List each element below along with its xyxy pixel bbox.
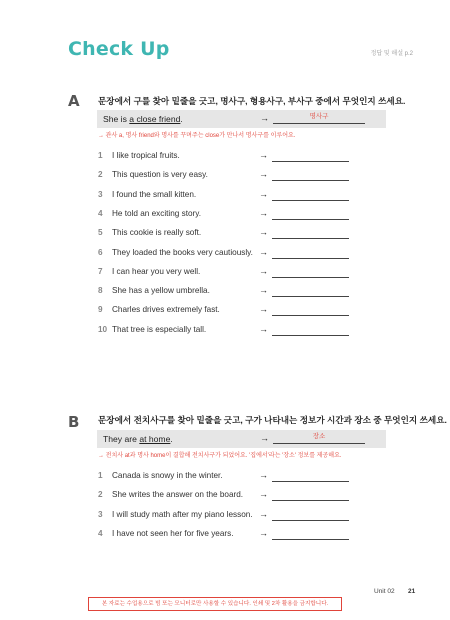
answer-blank[interactable] xyxy=(272,500,349,501)
arrow-icon: → xyxy=(259,285,268,296)
exercise-item xyxy=(98,325,358,339)
exercise-item xyxy=(98,471,358,485)
item-number: 8 xyxy=(98,286,103,296)
example-sentence: She is a close friend. xyxy=(103,114,183,124)
answer-blank[interactable] xyxy=(272,277,349,278)
answer-blank[interactable] xyxy=(272,200,349,201)
section-a-note: → 관사 a, 명사 friend와 명사를 꾸며주는 close가 만나서 명사구를 이루어요. xyxy=(98,133,296,139)
section-b-letter: B xyxy=(68,413,80,431)
exercise-item xyxy=(98,228,358,242)
item-sentence: This question is very easy. xyxy=(112,170,208,180)
answer-blank[interactable] xyxy=(272,180,349,181)
item-number: 1 xyxy=(98,151,103,160)
answer-blank[interactable] xyxy=(272,520,349,521)
example-answer: 명사구 xyxy=(309,113,329,120)
exercise-item xyxy=(98,510,358,524)
item-number: 3 xyxy=(98,509,103,519)
arrow-icon: → xyxy=(259,150,268,160)
item-number: 2 xyxy=(98,490,103,500)
arrow-icon: → xyxy=(259,304,268,315)
item-sentence: Canada is snowy in the winter. xyxy=(112,471,223,480)
section-a-instruction: 문장에서 구를 찾아 밑줄을 긋고, 명사구, 형용사구, 부사구 중에서 무엇인지 쓰세요. xyxy=(98,96,406,106)
arrow-icon: → xyxy=(259,265,268,276)
section-b-note: → 전치사 at과 명사 home이 결합해 전치사구가 되었어요. '집에서'라는 '장소' 정보를 제공해요. xyxy=(98,453,342,459)
section-b-instruction: 문장에서 전치사구를 찾아 밑줄을 긋고, 구가 나타내는 정보가 시간과 장소 중 무엇인지 쓰세요. xyxy=(98,415,447,425)
example-sentence: They are at home. xyxy=(103,434,173,444)
answer-blank[interactable] xyxy=(272,238,349,239)
exercise-item xyxy=(98,305,358,319)
answer-blank[interactable] xyxy=(272,296,349,297)
section-a-letter: A xyxy=(68,92,80,110)
example-underlined-phrase: a close friend xyxy=(129,114,181,124)
item-number: 4 xyxy=(98,528,103,538)
arrow-icon: → xyxy=(259,227,268,238)
answer-blank[interactable] xyxy=(272,335,349,336)
item-sentence: I like tropical fruits. xyxy=(112,151,180,160)
page-title: Check Up xyxy=(68,38,170,60)
example-answer: 장소 xyxy=(312,433,326,440)
item-sentence: He told an exciting story. xyxy=(112,208,202,218)
arrow-icon: → xyxy=(259,188,268,199)
exercise-item xyxy=(98,267,358,281)
arrow-icon: → xyxy=(259,470,268,480)
item-sentence: Charles drives extremely fast. xyxy=(112,305,220,315)
item-number: 9 xyxy=(98,305,103,315)
exercise-item xyxy=(98,209,358,223)
exercise-item xyxy=(98,170,358,184)
answer-blank[interactable] xyxy=(272,219,349,220)
arrow-icon: → xyxy=(260,433,269,443)
item-number: 5 xyxy=(98,228,103,238)
item-sentence: They loaded the books very cautiously. xyxy=(112,247,253,257)
answer-blank[interactable] xyxy=(272,539,349,540)
item-number: 6 xyxy=(98,247,103,257)
arrow-icon: → xyxy=(259,169,268,180)
item-sentence: She writes the answer on the board. xyxy=(112,490,244,500)
arrow-icon: → xyxy=(259,246,268,257)
exercise-item xyxy=(98,151,358,165)
item-sentence: I found the small kitten. xyxy=(112,189,197,199)
answer-blank[interactable] xyxy=(272,161,349,162)
answer-line xyxy=(273,123,365,124)
arrow-icon: → xyxy=(260,113,269,123)
item-sentence: I can hear you very well. xyxy=(112,266,201,276)
exercise-item xyxy=(98,286,358,300)
example-underlined-phrase: at home xyxy=(139,434,171,444)
copyright-notice: 본 자료는 수업용으로 빔 또는 모니터로만 사용할 수 있습니다. 인쇄 및 2차 활용을 금지합니다. xyxy=(88,597,342,611)
exercise-item xyxy=(98,248,358,262)
item-number: 2 xyxy=(98,170,103,180)
arrow-icon: → xyxy=(259,508,268,519)
item-number: 10 xyxy=(98,324,108,334)
item-sentence: This cookie is really soft. xyxy=(112,228,202,238)
section-b-example xyxy=(97,430,386,448)
answer-line xyxy=(273,443,365,444)
item-number: 3 xyxy=(98,189,103,199)
arrow-icon: → xyxy=(259,207,268,218)
answer-blank[interactable] xyxy=(272,258,349,259)
arrow-icon: → xyxy=(259,489,268,500)
item-sentence: She has a yellow umbrella. xyxy=(112,286,210,296)
exercise-item xyxy=(98,529,358,543)
exercise-item xyxy=(98,190,358,204)
answer-reference: 정답 및 해설 p.2 xyxy=(370,51,413,57)
item-sentence: I have not seen her for five years. xyxy=(112,528,234,538)
section-a-example xyxy=(97,110,386,128)
item-sentence: I will study math after my piano lesson. xyxy=(112,509,253,519)
arrow-icon: → xyxy=(259,323,268,334)
item-number: 1 xyxy=(98,471,103,480)
answer-blank[interactable] xyxy=(272,315,349,316)
exercise-item xyxy=(98,490,358,504)
item-number: 4 xyxy=(98,208,103,218)
item-number: 7 xyxy=(98,266,103,276)
arrow-icon: → xyxy=(259,527,268,538)
item-sentence: That tree is especially tall. xyxy=(112,324,207,334)
page-number: 21 xyxy=(408,588,416,595)
unit-label: Unit 02 xyxy=(374,588,395,595)
answer-blank[interactable] xyxy=(272,481,349,482)
